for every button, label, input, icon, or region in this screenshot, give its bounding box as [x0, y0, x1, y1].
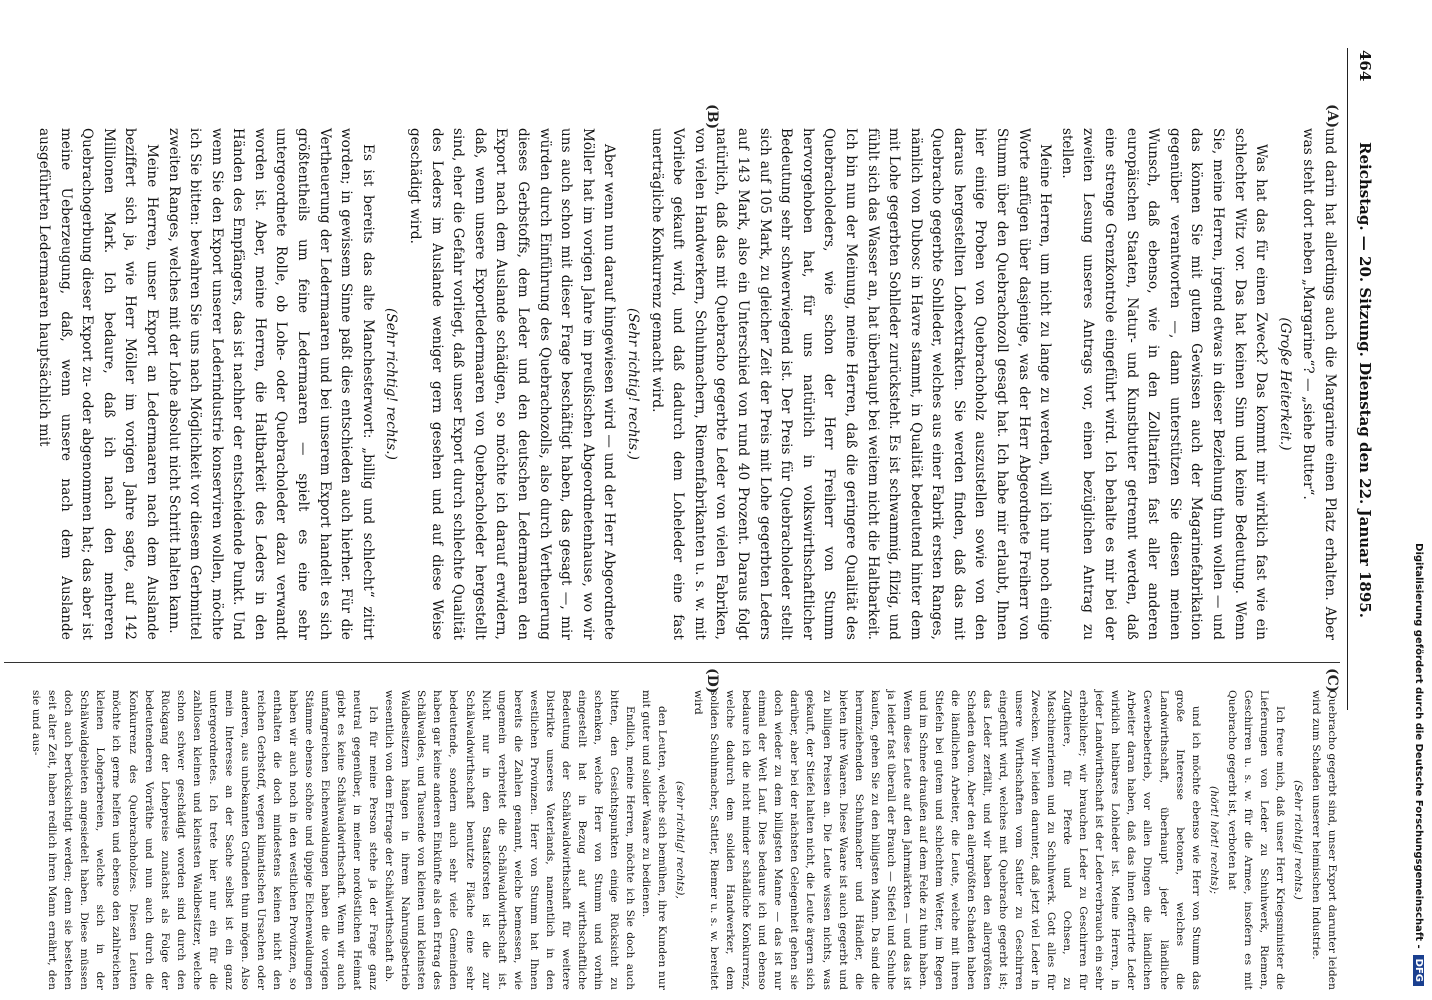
left-paragraph-5: Es ist bereits das alte Manchesterwort: „billig und schlecht“ zitirt worden; in gewissem Sinne paßt dies entschieden auch hierher. Für die Vertheuerung der Ledermaaren und bei unserem Export handelt es sich größtentheils um feine Ledermaaren — spielt es eine sehr untergeordnete Rolle, ob Lohe- oder Quebracholeder dazu verwandt worden ist. Aber, meine Herren, die Haltbarkeit des Leders in den Händen des Empfängers, das ist nachher der entscheidende Punkt. Und wenn Sie den Export unserer Lederindustrie konserviren wollen, möchte ich Sie bitten: bewahren Sie uns nach Möglichkeit vor diesem Gerbmittel zweiten Ranges, welches mit der Lohe absolut nicht Schritt halten kann.: [165, 128, 376, 640]
page-header: [1352, 50, 1374, 710]
right-paragraph-6: Ich für meine Person stehe ja der Frage ganz neutral gegenüber, in meiner nordöstlichen Heimat giebt es keine Schälwaldwirthschaft. Wenn wir auch umfangreichen Eichenwaldungen haben die vorigen Stämme ebenso schöne und üppige Eichenwaldungen haben wir auch noch in den westlichen Provinzen, so enthalten die doch mindestens keinen nicht den reichen Gerbstoff, wegen klimatischen Ursachen oder anderen, aus unbekannten Gründen thun mögen. Also mein Interesse an der Sache selbst ist ein ganz untergeordnetes. Ich trete hier nur ein für die zahllosen kleinen und kleinsten Waldbesitzer, welche schon schwer geschädigt worden sind durch den Rückgang der Lohepreise zunächst als Folge der bedeutenderen Vorräthe und nun auch durch die Konkurrenz des Quebrachoholzes. Diesen Leuten möchte ich gerne helfen und ebenso den zahlreichen kleinen Lohgerbereien, welche sich in der Schälwaldgebieten angesiedelt haben. Diese müssen doch auch berücksichtigt werden; denn sie bestehen seit alter Zeit, haben redlich ihren Mann ernährt, den sie und aus-: [30, 690, 380, 990]
left-paragraph-1: und darin hat allerdings auch die Margarine einen Platz erhalten. Aber was steht dort neben „Margarine“? — „siehe Butter“.: [1300, 128, 1338, 640]
left-remark-1: (Große Heiterkeit.): [1276, 317, 1293, 451]
right-remark-2: (hört! hört! rechts);: [1207, 785, 1220, 894]
margin-letter-c: (C): [1324, 668, 1340, 693]
right-paragraph-4: den Leuten, welche sich bemühen, ihre Kunden nur mit guter und solider Waare zu bedienen.: [640, 690, 669, 990]
running-title: Reichstag. — 20. Sitzung. Dienstag den 22. Januar 1895.: [1356, 142, 1374, 618]
left-column: [32, 128, 1340, 640]
right-paragraph-2: Ich freue mich, daß unser Herr Kriegsminister die Lieferungen von Leder zu Schuhwerk, Riemen, Geschirren u. s. w. für die Armee, insofern es mit Quebracho gegerbt ist, verboten hat: [1225, 690, 1286, 990]
left-paragraph-3: Meine Herren, um nicht zu lange zu werden, will ich nur noch einige Worte anfügen über dasjenige, was der Herr Abgeordnete Freiherr von Stumm über den Quebrachozoll gesagt hat. Ich habe mir erlaubt, Ihnen hier einige Proben von Quebrachoholz auszustellen sowie von den daraus hergestellten Loheextrakten. Sie werden finden, daß das mit Quebracho gegerbte Sohlleder, welches aus einer Fabrik ersten Ranges, nämlich von Dubosc in Havre stammt, in Qualität bedeutend hinter dem mit Lohe gegerbten Sohlleder zurücksteht. Es ist schwammig, filzig, und fühlt sich das Wasser an, hat überhaupt bei weitem nicht die Haltbarkeit. Ich bin nun der Meinung, meine Herren, daß die geringere Qualität des Quebracholeders, wie schon der Herr Freiherr von Stumm hervorgehoben hat, für uns natürlich in volkswirthschaftlicher Bedeutung sehr schwerwiegend ist. Der Preis für Quebracholeder stellt sich auf 105 Mark, zu gleicher Zeit der Preis mit Lohe gegerbten Leders auf 143 Mark, also ein Unterschied von rund 40 Prozent. Daraus folgt natürlich, daß das mit Quebracho gegerbte Leder von vielen Fabriken, von vielen Handwerkern, Schuhmachern, Riemenfabrikanten u. s. w. mit Vorliebe gekauft wird, und daß dadurch dem Loheleder eine fast unerträgliche Konkurrenz gemacht wird.: [648, 128, 1054, 640]
header-rule: [1347, 48, 1348, 710]
page-number: 464: [1356, 50, 1374, 82]
right-paragraph-3: und ich möchte ebenso wie Herr von Stumm das große Interesse betonen, welches die Landwirthschaft, überhaupt jeder ländliche Gewerbebetrieb, vor allen Dingen die ländlichen Arbeiter daran haben, daß das ihnen offerirte Leder wirklich haltbares Lohleder ist. Meine Herren, in jeder Landwirthschaft ist der Lederverbrauch ein sehr erheblicher; wir brauchen Leder zu Geschirren für Zugthiere, für Pferde und Ochsen, zu Maschinenriemen und zu Schuhwerk. Gott alles für Zwecken. Wir leiden darunter, daß jetzt viel Leder in unsere Wirthschaften vom Sattler zu Geschirren eingeführt wird, welches mit Quebracho gegerbt ist; das Leder zerfällt, und wir haben den allergrößten Schaden davon. Aber den allergrößten Schaden haben die ländlichen Arbeiter, die Leute, welche mit ihren Stiefeln bei gutem und schlechtem Wetter, im Regen und im Schnee draußen auf dem Felde zu thun haben. Wenn diese Leute auf den Jahrmärkten — und das ist ja leider fast überall der Brauch — Stiefel und Schuhe kaufen, gehen Sie zu den billigsten Mann. Da sind die herumziehenden Schuhmacher und Händler, die bieten ihre Waaren. Diese Waare ist auch gegerbt und zu billigen Preisen an. Die Leute wissen nichts, was gekauft, der Stiefel halten nicht, die Leute ärgern sich darüber, aber bei der nächsten Gelegenheit gehen sie doch wieder zu dem billigsten Manne — das ist nur einmal der Welt Lauf. Dies bedaure ich und ebenso bedaure ich die nicht minder schädliche Konkurrenz, welche dadurch dem soliden Handwerker, dem soliden Schuhmacher, Sattler, Riemer u. s. w. bereitet wird: [692, 690, 1202, 990]
right-paragraph-1: Quebracho gegerbt sind, unser Export darunter leiden wird zum Schaden unserer heimischen Industrie.: [1309, 690, 1338, 990]
right-column: [28, 690, 1340, 990]
right-paragraph-5: Endlich, meine Herren, möchte ich Sie doch auch bitten, den Gesichtspunkten einige Rücksicht zu schenken, welche Herr von Stumm und vorhin eingestellt hat in Bezug auf wirthschaftliche Bedeutung der Schälwaldwirthschaft für weitere Distrikte unseres Vaterlands, namentlich in den westlichen Provinzen. Herr von Stumm hat Ihnen bereits die Zahlen genannt, welche bemessen, wie ungemein verbreitet die Schälwaldwirthschaft ist. Nicht nur in den Staatsforsten ist die zur Schälwaldwirthschaft benutzte Fläche eine sehr bedeutende, sondern auch sehr viele Gemeinden haben gar keine anderen Einkünfte als den Ertrag des Schälwaldes, und Tausende von kleinen und kleinsten Waldbesitzern hängen in ihrem Nahrungsbetrieb wesentlich von dem Ertrage der Schälwirthschaft ab.: [383, 690, 636, 990]
digitization-credit: [1404, 6, 1424, 986]
dfg-logo: DFG: [1413, 955, 1424, 986]
left-paragraph-6: Meine Herren, unser Export an Ledermaaren nach dem Auslande beziffert sich ja, wie Herr Möller im vorigen Jahre sagte, auf 142 Millionen Mark. Ich bedaure, daß ich nach den mehreren Quebrachogerbung dieser Export zu- oder abgenommen hat; das aber ist meine Ueberzeugung, daß, wenn unsere nach dem Auslande ausgeführten Ledermaaren hauptsächlich mit: [35, 128, 160, 640]
left-paragraph-2: Was hat das für einen Zweck? Das kommt mir wirklich fast wie ein schlechter Witz vor. Das hat keinen Sinn und keine Bedeutung. Wenn Sie, meine Herren, irgend etwas in dieser Beziehung thun wollen — und das können Sie mit gutem Gewissen auch der Magarinefabrikation gegenüber verantworten —, dann unterstützen Sie diesen meinen Wunsch, daß ebenso, wie in den Zolltarifen fast aller anderen europäischen Staaten, Natur- und Kunstbutter getrennt werden, daß eine strenge Grenzkontrole eingeführt wird. Ich behalte es mir bei der zweiten Lesung unseres Antrags vor, einen bezüglichen Antrag zu stellen.: [1058, 128, 1270, 640]
left-paragraph-4: Aber wenn nun darauf hingewiesen wird — und der Herr Abgeordnete Möller hat im vorigen Jahre im preußischen Abgeordnetenhause, wo wir uns auch schon mit dieser Frage beschäftigt haben, das gesagt —, mir würden durch Einführung des Quebrachozolls, also durch Vertheuerung dieses Gerbstoffs, dem Leder und den deutschen Ledermaaren den Export nach dem Auslande schädigen, so möchte ich darauf erwidern, daß, wenn unsere Exportledermaaren von Quebracholeder hergestellt sind, eher die Gefahr vorliegt, daß unser Export durch schlechte Qualität des Leders im Auslande weniger gern gesehen und auf diese Weise geschädigt wird.: [407, 128, 618, 640]
right-remark-1: (Sehr richtig! rechts.): [1291, 780, 1304, 900]
left-remark-2: (Sehr richtig! rechts.): [625, 308, 641, 460]
column-divider: [4, 662, 1340, 663]
margin-letter-d: (D): [704, 668, 720, 694]
right-remark-3: (sehr richtig! rechts),: [674, 781, 687, 899]
left-remark-3: (Sehr richtig! rechts.): [383, 308, 400, 460]
margin-letter-a: (A): [1324, 104, 1340, 129]
credit-text: Digitalisierung gefördert durch die Deutsche Forschungsgemeinschaft -: [1413, 543, 1424, 949]
margin-letter-b: (B): [704, 104, 720, 130]
